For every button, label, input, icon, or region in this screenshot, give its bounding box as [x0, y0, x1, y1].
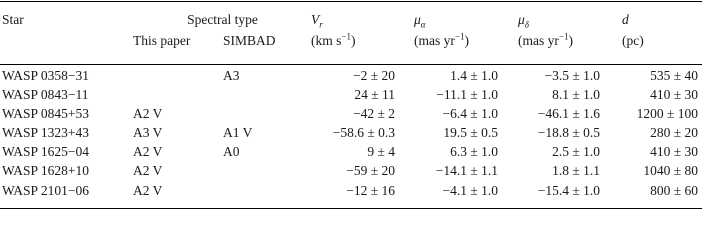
cell-vr: −2 ± 20: [352, 68, 395, 83]
cell-simbad: A3: [223, 68, 240, 83]
header-vr: [311, 12, 323, 28]
cell-vr: −42 ± 2: [352, 106, 395, 121]
cell-star: WASP 0845+53: [2, 106, 89, 121]
mu-alpha-symbol: μ: [414, 12, 421, 27]
cell-distance: 1040 ± 80: [643, 163, 698, 178]
cell-vr: 24 ± 11: [354, 87, 395, 102]
cell-mu-delta: −46.1 ± 1.6: [537, 106, 600, 121]
header-distance: [622, 12, 629, 28]
vr-subscript: r: [319, 19, 323, 30]
cell-this-paper: A2 V: [133, 183, 163, 198]
cell-vr: −59 ± 20: [346, 163, 395, 178]
header-mu-alpha-unit: (mas $yr^{-1}$): [414, 31, 469, 48]
cell-this-paper: A2 V: [133, 106, 163, 121]
cell-mu-delta: 8.1 ± 1.0: [552, 87, 600, 102]
cell-star: WASP 0843−11: [2, 87, 89, 102]
cell-simbad: A0: [223, 144, 240, 159]
top-rule: [0, 1, 702, 2]
cell-distance: 1200 ± 100: [636, 106, 698, 121]
header-simbad: SIMBAD: [223, 33, 276, 48]
header-mu-delta: [518, 12, 529, 28]
bottom-rule: [0, 208, 702, 209]
cell-mu-delta: 2.5 ± 1.0: [552, 144, 600, 159]
header-star: Star: [2, 12, 24, 27]
cell-mu-alpha: 1.4 ± 1.0: [450, 68, 498, 83]
cell-mu-alpha: −11.1 ± 1.0: [436, 87, 498, 102]
cell-this-paper: A2 V: [133, 163, 163, 178]
header-distance-unit: (pc): [622, 33, 644, 48]
cell-mu-delta: −3.5 ± 1.0: [544, 68, 600, 83]
header-mu-alpha: [414, 12, 426, 28]
cell-star: WASP 1625−04: [2, 144, 89, 159]
cell-vr: −12 ± 16: [346, 183, 395, 198]
cell-vr: 9 ± 4: [367, 144, 395, 159]
cell-mu-delta: −15.4 ± 1.0: [537, 183, 600, 198]
cell-star: WASP 0358−31: [2, 68, 89, 83]
cell-mu-alpha: 6.3 ± 1.0: [450, 144, 498, 159]
cell-mu-delta: 1.8 ± 1.1: [552, 163, 600, 178]
mu-delta-symbol: μ: [518, 12, 525, 27]
cell-simbad: A1 V: [223, 125, 253, 140]
cell-star: WASP 1323+43: [2, 125, 89, 140]
cell-distance: 535 ± 40: [650, 68, 698, 83]
cell-star: WASP 2101−06: [2, 183, 89, 198]
cell-distance: 800 ± 60: [650, 183, 698, 198]
header-vr-unit: (km $s^{-1}$): [311, 31, 356, 48]
cell-star: WASP 1628+10: [2, 163, 89, 178]
header-spectral-type: Spectral type: [187, 12, 258, 27]
cell-distance: 410 ± 30: [650, 87, 698, 102]
cell-distance: 410 ± 30: [650, 144, 698, 159]
cell-this-paper: A3 V: [133, 125, 163, 140]
cell-mu-alpha: −14.1 ± 1.1: [435, 163, 498, 178]
cell-this-paper: A2 V: [133, 144, 163, 159]
vr-symbol: V: [311, 12, 320, 27]
mu-delta-subscript: δ: [524, 19, 529, 30]
header-this-paper: This paper: [133, 33, 191, 48]
cell-distance: 280 ± 20: [650, 125, 698, 140]
cell-mu-delta: −18.8 ± 0.5: [537, 125, 600, 140]
header-mu-delta-unit: (mas $yr^{-1}$): [518, 31, 573, 48]
cell-mu-alpha: 19.5 ± 0.5: [443, 125, 498, 140]
mu-alpha-subscript: α: [420, 19, 426, 30]
cell-mu-alpha: −4.1 ± 1.0: [442, 183, 498, 198]
distance-symbol: d: [622, 12, 629, 27]
cell-mu-alpha: −6.4 ± 1.0: [442, 106, 498, 121]
cell-vr: −58.6 ± 0.3: [332, 125, 395, 140]
header-rule: [0, 64, 702, 65]
